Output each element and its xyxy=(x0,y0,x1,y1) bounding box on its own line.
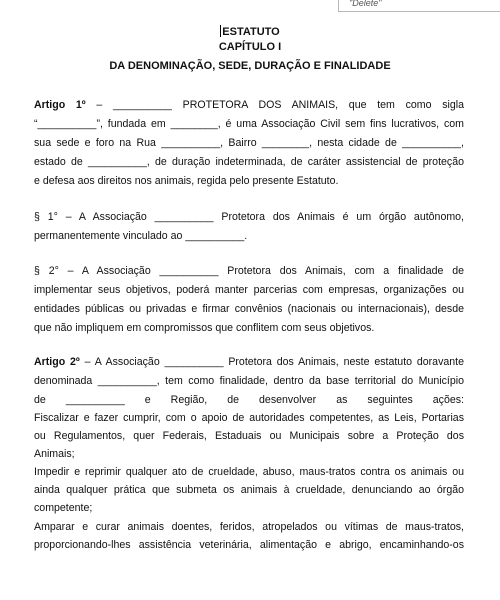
document-title-row xyxy=(0,22,500,40)
art2-line-2: denominada __________, tem como finalidade, dentro da base territorial do Município xyxy=(34,375,464,387)
art2-line-4: Fiscalizar e fazer cumprir, com o apoio de autoridades competentes, as Leis, Portarias xyxy=(34,412,464,424)
chapter-subtitle: DA DENOMINAÇÃO, SEDE, DURAÇÃO E FINALIDADE xyxy=(109,60,391,72)
art1-line-5: e defesa aos direitos nos animais, regida pelo presente Estatuto. xyxy=(34,175,339,187)
par2-line-1: § 2° – A Associação __________ Protetora dos Animais, com a finalidade de xyxy=(34,265,464,277)
art2-line-3: de __________ e Região, de desenvolver as seguintes ações: xyxy=(34,394,464,406)
art2-line-1 xyxy=(34,355,464,369)
comment-text: "Delete" xyxy=(349,0,382,8)
art2-line-9: competente; xyxy=(34,502,93,514)
comment-balloon[interactable] xyxy=(338,0,500,12)
par2-line-3: entidades públicas ou privadas e firmar convênios (nacionais ou internacionais), desde xyxy=(34,303,464,315)
art1-line-3: sua sede e foro na Rua __________, Bairro ________, nesta cidade de __________, xyxy=(34,137,464,149)
art2-line-1-text: – A Associação __________ Protetora dos Animais, neste estatuto doravante xyxy=(79,356,464,368)
art2-line-5: ou Regulamentos, quer Federais, Estaduais ou Municipais sobre a Proteção dos xyxy=(34,430,464,442)
art1-line-1 xyxy=(34,98,464,112)
par1-line-2: permanentemente vinculado ao __________. xyxy=(34,230,248,242)
art1-line-4: estado de __________, de duração indeterminada, de caráter assistencial de proteção xyxy=(34,156,464,168)
chapter-heading: CAPÍTULO I xyxy=(218,41,282,53)
art2-line-6: Animais; xyxy=(34,448,75,460)
par2-line-2: implementar seus objetivos, poderá manter parcerias com empresas, organizações ou xyxy=(34,284,464,296)
par1-line-1: § 1° – A Associação __________ Protetora dos Animais é um órgão autônomo, xyxy=(34,211,464,223)
document-title: ESTATUTO xyxy=(222,26,280,38)
par2-line-4: que não impliquem em compromissos que conflitem com seus objetivos. xyxy=(34,322,375,334)
art2-label: Artigo 2º xyxy=(34,356,80,368)
art2-line-10: Amparar e curar animais doentes, feridos, atropelados ou vítimas de maus-tratos, xyxy=(34,521,464,533)
art1-line-2: “__________”, fundada em ________, é uma Associação Civil sem fins lucrativos, com xyxy=(34,118,464,130)
art2-line-7: Impedir e reprimir qualquer ato de crueldade, abuso, maus-tratos contra os animais ou xyxy=(34,466,464,478)
art2-line-8: ainda qualquer prática que submeta os animais à crueldade, denunciando ao órgão xyxy=(34,484,464,496)
art1-label: Artigo 1º xyxy=(34,99,86,111)
art2-line-11: proporcionando-lhes assistência veterinária, alimentação e abrigo, encaminhando-os xyxy=(34,539,464,551)
art1-line-1-text: – __________ PROTETORA DOS ANIMAIS, que tem como sigla xyxy=(85,99,464,111)
